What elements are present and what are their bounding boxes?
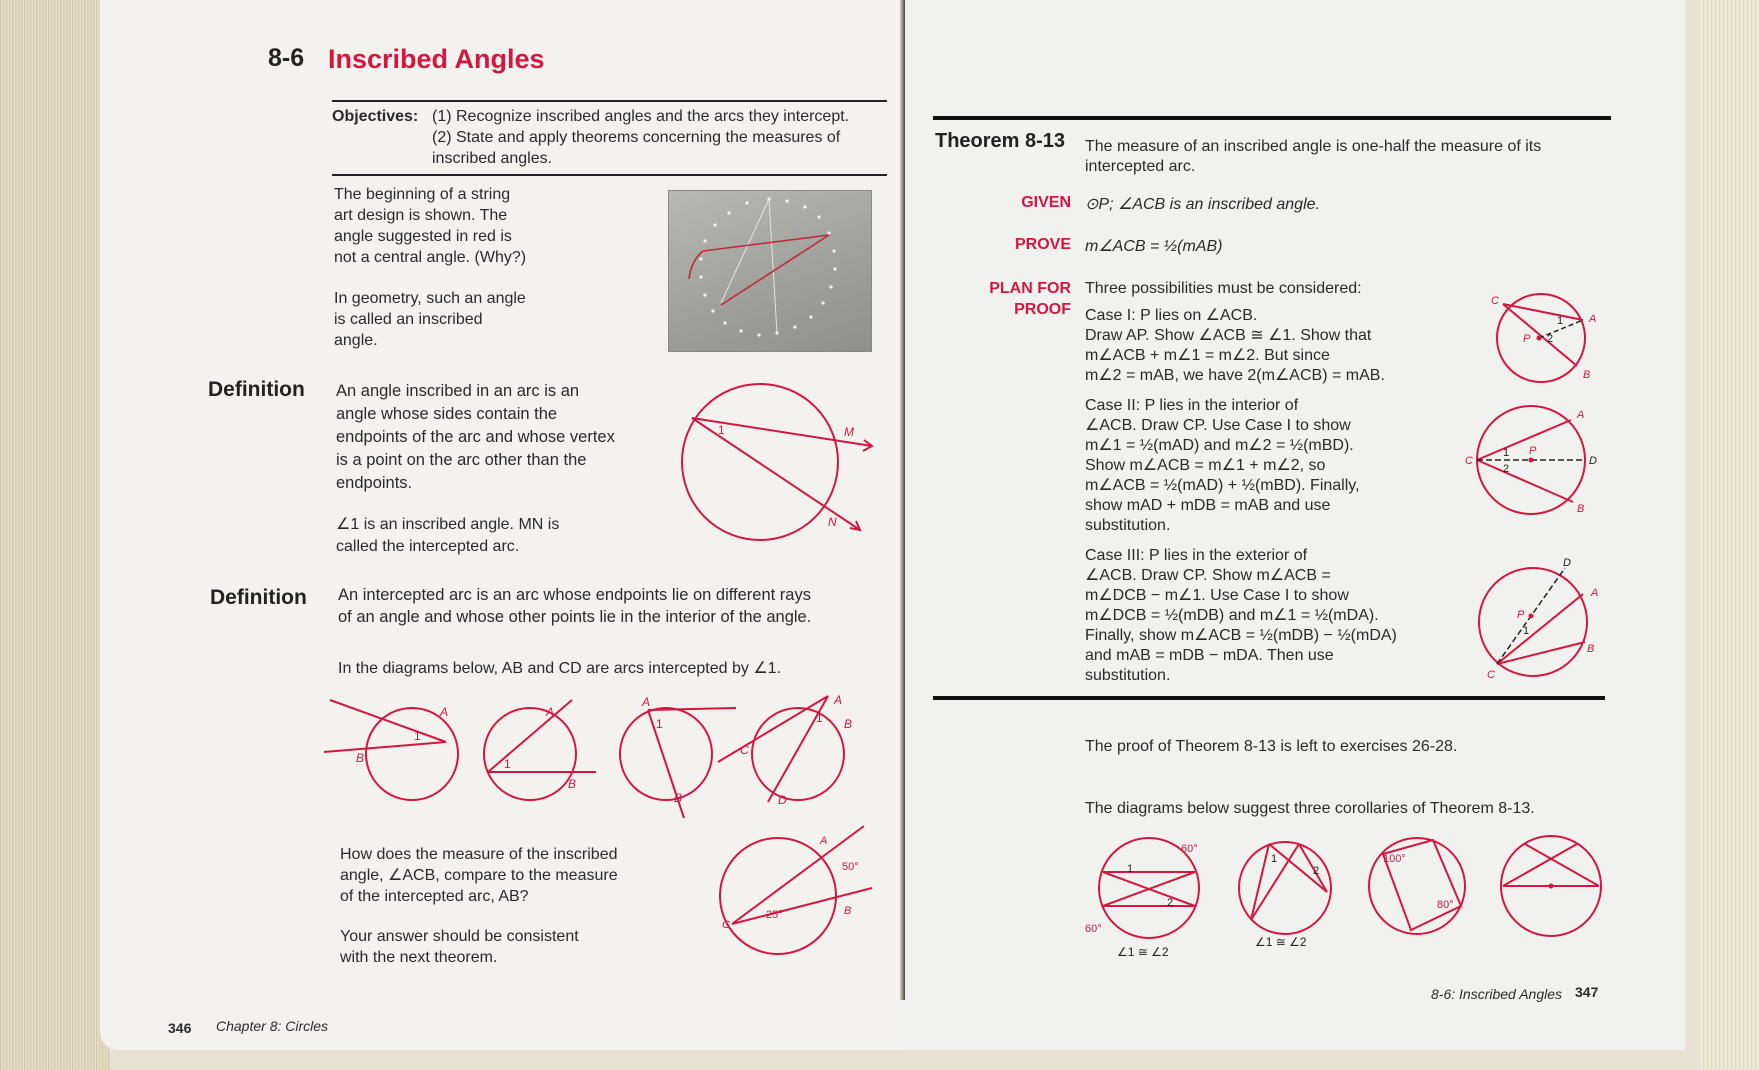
case-2-figure xyxy=(1445,402,1615,522)
svg-text:M: M xyxy=(844,425,854,439)
svg-text:D: D xyxy=(1589,455,1597,467)
measure-figure xyxy=(696,820,896,960)
definition-2-line-2: of an angle and whose other points lie in the interior of the angle. xyxy=(338,608,812,626)
svg-text:B: B xyxy=(1583,369,1591,381)
given-label: GIVEN xyxy=(1021,194,1071,211)
definition-1-note-2: called the intercepted arc. xyxy=(336,538,520,555)
svg-text:C: C xyxy=(722,919,730,931)
svg-text:A: A xyxy=(820,835,828,847)
svg-text:D: D xyxy=(778,793,787,807)
svg-text:D: D xyxy=(1563,557,1571,569)
case-1-text: Case I: P lies on ∠ACB. Draw AP. Show ∠ACB ≅ ∠1. Show that m∠ACB + m∠1 = m∠2. But since m∠2 = mAB, we have 2(m∠ACB) = mAB. xyxy=(1085,307,1385,384)
definition-2-line-1: An intercepted arc is an arc whose endpoints lie on different rays xyxy=(338,586,811,604)
svg-text:1: 1 xyxy=(816,711,823,725)
svg-text:B: B xyxy=(356,751,365,765)
prove-label: PROVE xyxy=(1014,236,1071,253)
svg-text:A: A xyxy=(546,705,555,719)
svg-text:1: 1 xyxy=(1523,625,1530,637)
intercepted-arc-diagrams xyxy=(336,690,896,820)
case-3-text: Case III: P lies in the exterior of ∠ACB. Draw CP. Show m∠ACB = m∠DCB − m∠1. Use Case I to show m∠DCB = ½(mDB) and m∠1 = ½(mDA). Finally, show m∠ACB = ½(mDB) − ½(mDA) and mAB = mDB − mDA. Then use substitution. xyxy=(1085,547,1397,684)
definition-1-label: Definition xyxy=(208,378,305,401)
svg-text:1: 1 xyxy=(656,717,663,731)
corollary-note: The diagrams below suggest three corollaries of Theorem 8-13. xyxy=(1085,800,1535,817)
given-text: ⊙P; ∠ACB is an inscribed angle. xyxy=(1085,196,1320,213)
svg-text:1: 1 xyxy=(1127,863,1134,875)
svg-text:1: 1 xyxy=(504,757,511,771)
right-page xyxy=(905,0,1685,1050)
svg-text:1: 1 xyxy=(1557,315,1564,327)
svg-text:∠1 ≅ ∠2: ∠1 ≅ ∠2 xyxy=(1117,945,1169,959)
prove-text: m∠ACB = ½(mAB) xyxy=(1085,238,1223,255)
svg-text:C: C xyxy=(1465,455,1473,467)
svg-text:B: B xyxy=(1577,503,1585,515)
case-3-figure xyxy=(1453,556,1613,686)
svg-text:1: 1 xyxy=(1503,447,1510,459)
definition-2-label: Definition xyxy=(210,586,307,609)
corollary-figures xyxy=(1087,832,1607,962)
svg-text:P: P xyxy=(1523,333,1531,345)
svg-text:60°: 60° xyxy=(1181,843,1198,855)
svg-text:100°: 100° xyxy=(1383,853,1406,865)
plan-intro: Three possibilities must be considered: xyxy=(1085,280,1362,297)
answer-text: Your answer should be consistent with the next theorem. xyxy=(340,928,579,966)
left-page xyxy=(100,0,905,1050)
case-1-figure xyxy=(1465,288,1615,388)
svg-text:B: B xyxy=(844,905,852,917)
theorem-line-2: intercepted arc. xyxy=(1085,158,1196,175)
svg-text:P: P xyxy=(1517,609,1525,621)
svg-text:50°: 50° xyxy=(842,861,859,873)
page-edges-right xyxy=(1700,0,1760,1070)
chapter-footer: Chapter 8: Circles xyxy=(216,1018,329,1034)
svg-text:25°: 25° xyxy=(766,909,783,921)
svg-text:2: 2 xyxy=(1167,897,1174,909)
svg-text:A: A xyxy=(440,705,449,719)
svg-text:60°: 60° xyxy=(1085,923,1102,935)
svg-text:B: B xyxy=(844,717,853,731)
svg-text:C: C xyxy=(1487,669,1495,681)
page-footer-right: 8-6: Inscribed Angles xyxy=(1431,986,1562,1002)
svg-text:1: 1 xyxy=(1271,853,1278,865)
page-number-left: 346 xyxy=(168,1020,192,1036)
definition-1-note-1: ∠1 is an inscribed angle. MN is xyxy=(336,516,560,533)
diagrams-caption: In the diagrams below, AB and CD are arcs intercepted by ∠1. xyxy=(338,660,782,677)
objective-1: (1) Recognize inscribed angles and the arcs they intercept. xyxy=(432,108,850,125)
objectives-label: Objectives: xyxy=(332,108,419,125)
geometry-text: In geometry, such an angle is called an inscribed angle. xyxy=(334,290,526,349)
svg-text:B: B xyxy=(674,791,683,805)
svg-text:2: 2 xyxy=(1313,865,1320,877)
string-art-photo xyxy=(668,190,872,352)
svg-text:80°: 80° xyxy=(1437,899,1454,911)
proof-note: The proof of Theorem 8-13 is left to exercises 26-28. xyxy=(1085,738,1458,755)
definition-1-text: An angle inscribed in an arc is an angle whose sides contain the endpoints of the arc and whose vertex is a point on the arc other than the endpoints. xyxy=(336,382,615,492)
section-number: 8-6 xyxy=(268,44,305,72)
theorem-line-1: The measure of an inscribed angle is one-half the measure of its xyxy=(1085,138,1542,155)
question-text: How does the measure of the inscribed angle, ∠ACB, compare to the measure of the intercepted arc, AB? xyxy=(340,846,618,905)
theorem-label: Theorem 8-13 xyxy=(935,130,1066,152)
plan-label: PLAN FOR PROOF xyxy=(989,280,1071,318)
svg-text:C: C xyxy=(1491,295,1499,307)
section-title: Inscribed Angles xyxy=(328,44,545,74)
svg-text:2: 2 xyxy=(1503,463,1510,475)
svg-text:A: A xyxy=(834,693,843,707)
intro-text: The beginning of a string art design is shown. The angle suggested in red is not a central angle. (Why?) xyxy=(334,186,527,266)
case-2-text: Case II: P lies in the interior of ∠ACB. Draw CP. Use Case I to show m∠1 = ½(mAD) and m∠2 = ½(mBD). Show m∠ACB = m∠1 + m∠2, so m∠ACB = ½(mAD) + ½(mBD). Finally, show mAD + mDB = mAB and use substitution. xyxy=(1085,397,1360,534)
svg-text:A: A xyxy=(642,695,651,709)
svg-text:B: B xyxy=(568,777,577,791)
svg-text:A: A xyxy=(1577,409,1585,421)
objective-2a: (2) State and apply theorems concerning the measures of xyxy=(432,129,841,146)
svg-text:P: P xyxy=(1529,445,1537,457)
svg-text:1: 1 xyxy=(718,423,725,437)
svg-text:N: N xyxy=(828,515,837,529)
svg-text:C: C xyxy=(740,743,749,757)
svg-text:B: B xyxy=(1587,643,1595,655)
objective-2b: inscribed angles. xyxy=(432,150,553,167)
svg-text:2: 2 xyxy=(1547,333,1554,345)
page-number-right: 347 xyxy=(1575,984,1599,1000)
svg-text:A: A xyxy=(1589,313,1597,325)
svg-text:A: A xyxy=(1591,587,1599,599)
svg-text:∠1 ≅ ∠2: ∠1 ≅ ∠2 xyxy=(1255,935,1307,949)
svg-text:1: 1 xyxy=(414,729,421,743)
page-edges-left xyxy=(0,0,110,1070)
inscribed-angle-figure xyxy=(680,378,900,548)
